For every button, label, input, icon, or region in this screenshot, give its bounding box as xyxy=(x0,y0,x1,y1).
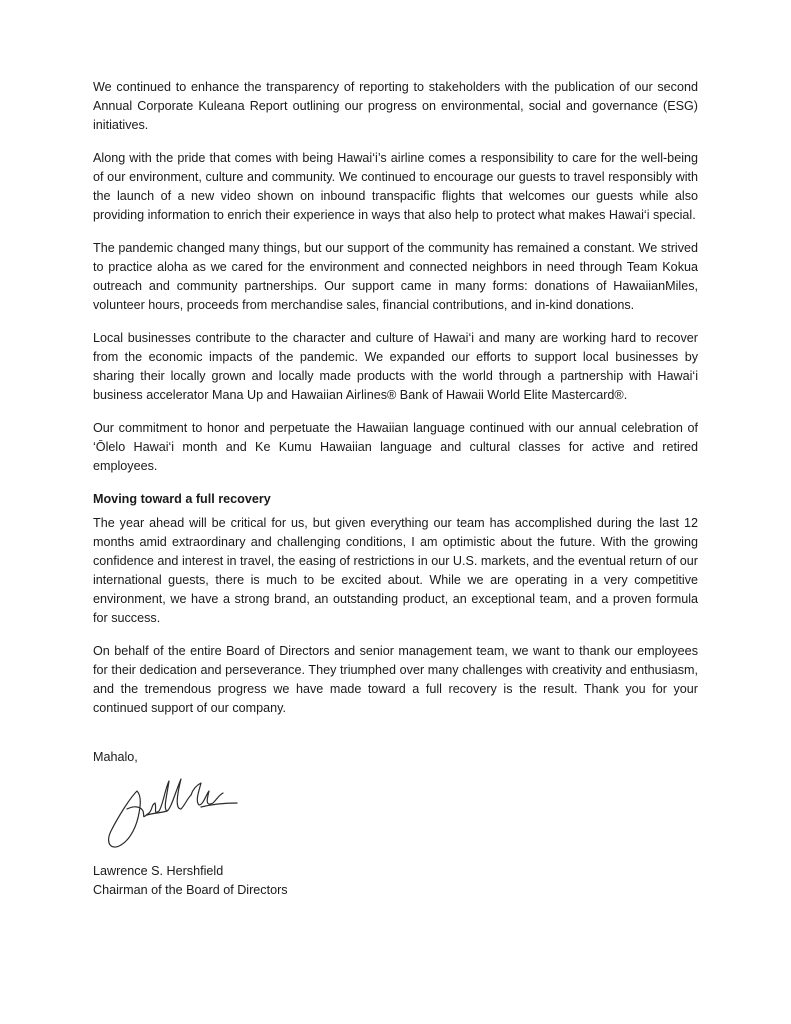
paragraph-environment: Along with the pride that comes with being Hawai‘i’s airline comes a responsibility to care for the well-being of our environment, culture and community. We continued to encourage our guests to travel responsibly with the launch of a new video shown on inbound transpacific flights that welcomes our guests while also providing information to enrich their experience in ways that also help to protect what makes Hawai‘i special. xyxy=(93,151,698,222)
signature-image xyxy=(97,769,247,854)
signer-title: Chairman of the Board of Directors xyxy=(93,883,288,897)
section-heading: Moving toward a full recovery xyxy=(93,492,271,506)
signer-name: Lawrence S. Hershfield xyxy=(93,864,224,878)
paragraph-year-ahead: The year ahead will be critical for us, but given everything our team has accomplished during the last 12 months amid extraordinary and challenging conditions, I am optimistic about the future. With the growing confidence and interest in travel, the easing of restrictions in our U.S. markets, and the eventual return of our international guests, there is much to be excited about. While we are operating in a very competitive environment, we have a strong brand, an outstanding product, an exceptional team, and a proven formula for success. xyxy=(93,516,698,625)
paragraph-thanks: On behalf of the entire Board of Directors and senior management team, we want to thank our employees for their dedication and perseverance. They triumphed over many challenges with creativity and enthusiasm, and the tremendous progress we have made toward a full recovery is the result. Thank you for your continued support of our company. xyxy=(93,644,698,715)
signature-block xyxy=(93,862,698,900)
paragraph-local-business: Local businesses contribute to the character and culture of Hawai‘i and many are working hard to recover from the economic impacts of the pandemic. We expanded our efforts to support local businesses by sharing their locally grown and locally made products with the world through a partnership with Hawai‘i business accelerator Mana Up and Hawaiian Airlines® Bank of Hawaii World Elite Mastercard®. xyxy=(93,331,698,402)
paragraph-community: The pandemic changed many things, but our support of the community has remained a constant. We strived to practice aloha as we cared for the environment and connected neighbors in need through Team Kokua outreach and community partnerships. Our support came in many forms: donations of HawaiianMiles, volunteer hours, proceeds from merchandise sales, financial contributions, and in-kind donations. xyxy=(93,241,698,312)
paragraph-esg-report: We continued to enhance the transparency of reporting to stakeholders with the publication of our second Annual Corporate Kuleana Report outlining our progress on environmental, social and governance (ESG) initiatives. xyxy=(93,80,698,132)
letter-page xyxy=(93,78,698,900)
paragraph-hawaiian-language: Our commitment to honor and perpetuate the Hawaiian language continued with our annual celebration of ‘Ōlelo Hawai‘i month and Ke Kumu Hawaiian language and cultural classes for active and retired employees. xyxy=(93,421,698,473)
closing-salutation: Mahalo, xyxy=(93,750,138,764)
